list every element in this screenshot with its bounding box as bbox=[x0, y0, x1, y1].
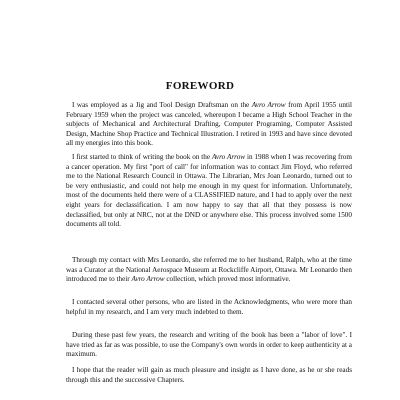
paragraph-6 bbox=[66, 366, 352, 385]
paragraph-1-text-2: from April 1955 until February 1959 when the project was canceled, whereupon I became a High School Teacher in the subjects of Mechanical and Architectural Drafting, Computer Programing, Computer Assisted Design, Machine Shop Practice and Technical Illustration. I retired in 1993 and have since devoted all my energies into this book. bbox=[66, 101, 352, 148]
paragraph-3-italic-title: Avro Arrow bbox=[131, 275, 165, 284]
paragraph-2 bbox=[66, 153, 352, 230]
paragraph-1-text-1: I was employed as a Jig and Tool Design Draftsman on the bbox=[72, 101, 252, 109]
paragraph-3-text-2: collection, which proved most informative. bbox=[164, 275, 291, 284]
paragraph-3-text-1: Through my contact with Mrs Leonardo, she referred me to her husband, Ralph, who at the time was a Curator at the National Aerospace Museum at Rockcliffe Airport, Ottawa. Mr Leonardo then introduced me to their bbox=[66, 256, 352, 284]
paragraph-2-text-2: in 1988 when I was recovering from a cancer operation. My first "port of call" for information was to contact Jim Floyd, who referred me to the National Research Council in Ottawa. The Librarian, Mrs Joan Leonardo, turned out to be very enthusiastic, and could not help me enough in my quest for information. Unfortunately, most of the documents held there were of a CLASSIFIED nature, and I had to apply over the next eight years for declassification. I am now happy to say that all that they possess is now declassified, but only at NRC, not at the DND or anywhere else. This process involved some 1500 documents all told. bbox=[66, 153, 352, 229]
paragraph-4-text-1: I contacted several other persons, who are listed in the Acknowledgments, who were more than helpful in my research, and I am very much indebted to them. bbox=[66, 298, 352, 316]
paragraph-3 bbox=[66, 256, 352, 285]
paragraph-2-text-1: I first started to think of writing the book on the bbox=[72, 153, 212, 161]
paragraph-2-italic-title: Avro Arrow bbox=[211, 153, 246, 161]
paragraph-5-text-1: During these past few years, the research and writing of the book has been a "labor of love". I have tried as far as was possible, to use the Company's own words in order to keep authenticity at a maximum. bbox=[66, 331, 352, 359]
paragraph-1-italic-title: Avro Arrow bbox=[251, 101, 286, 109]
paragraph-4 bbox=[66, 298, 352, 317]
paragraph-1 bbox=[66, 101, 352, 149]
paragraph-5 bbox=[66, 331, 352, 360]
page-title: FOREWORD bbox=[165, 80, 235, 92]
paragraph-6-text-1: I hope that the reader will gain as much pleasure and insight as I have done, as he or she reads through this and the successive Chapters. bbox=[66, 366, 352, 384]
